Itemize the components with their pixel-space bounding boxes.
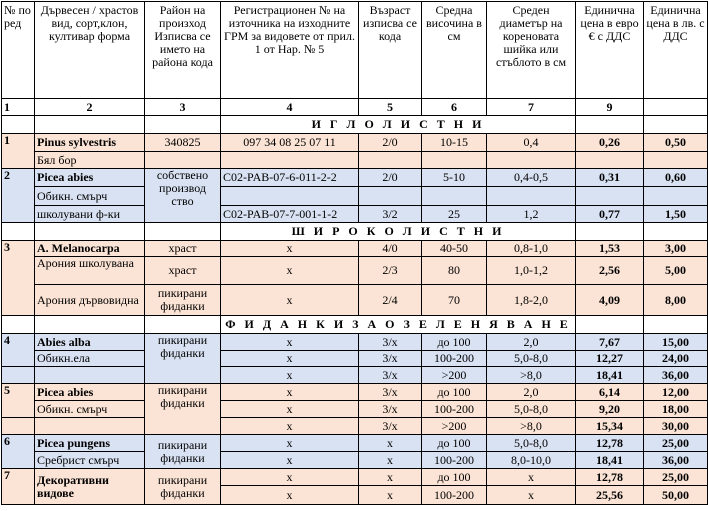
table-cell: 340825 (145, 134, 221, 152)
empty-cell (576, 316, 644, 334)
table-cell: Abies alba (35, 334, 145, 351)
table-cell: 80 (422, 257, 487, 285)
table-cell (221, 152, 359, 169)
table-cell: 24,00 (644, 351, 708, 367)
table-cell: x (359, 486, 422, 505)
table-cell: 0,26 (576, 134, 644, 152)
table-cell (576, 187, 644, 206)
header-row (2, 2, 708, 99)
table-cell (487, 187, 576, 206)
table-cell: 4 (2, 334, 35, 367)
table-cell: 0,4-0,5 (487, 169, 576, 187)
table-cell: пикирани фиданки (145, 334, 221, 384)
empty-cell (35, 316, 145, 334)
table-cell: 25 (422, 206, 487, 223)
table-cell (576, 152, 644, 169)
table-cell: 8,00 (644, 285, 708, 316)
table-row (2, 418, 708, 435)
table-cell: 3 (2, 241, 35, 316)
table-cell: 1,53 (576, 241, 644, 257)
table-cell (35, 418, 145, 435)
empty-cell (145, 116, 221, 134)
table-cell: собствено производ ство (145, 169, 221, 223)
table-cell: 100-200 (422, 486, 487, 505)
table-cell: 18,41 (576, 452, 644, 469)
table-cell: 25,00 (644, 435, 708, 452)
table-row (2, 257, 708, 285)
table-cell: 5,0-8,0 (487, 351, 576, 367)
table-cell: до 100 (422, 334, 487, 351)
column-number-row (2, 99, 708, 116)
table-cell: 0,31 (576, 169, 644, 187)
table-cell: 2,0 (487, 334, 576, 351)
table-cell: x (487, 469, 576, 486)
table-cell: 0,60 (644, 169, 708, 187)
table-cell: Picea pungens (35, 435, 145, 452)
table-cell: Арония школувана (35, 257, 145, 285)
table-row (2, 367, 708, 384)
table-cell: 5,0-8,0 (487, 401, 576, 418)
col-header: Единична цена в лв. с ДДС (644, 2, 708, 99)
table-cell (359, 152, 422, 169)
table-cell: 3/x (359, 351, 422, 367)
table-cell: 9,20 (576, 401, 644, 418)
table-cell: x (221, 241, 359, 257)
table-cell: 0,8-1,0 (487, 241, 576, 257)
section-row (2, 316, 708, 334)
section-title: И Г Л О Л И С Т Н И (221, 116, 576, 134)
empty-cell (2, 316, 35, 334)
table-cell: 15,00 (644, 334, 708, 351)
table-cell: 3/2 (359, 206, 422, 223)
col-header: Район на произход Изписва се името на района кода (145, 2, 221, 99)
table-cell: Арония дървовидна (35, 285, 145, 316)
table-cell: 5 (2, 384, 35, 418)
table-cell (422, 187, 487, 206)
table-cell: 18,41 (576, 367, 644, 384)
table-cell: C02-PAB-07-7-001-1-2 (221, 206, 359, 223)
table-cell: x (487, 486, 576, 505)
empty-cell (576, 223, 644, 241)
table-cell: 4,09 (576, 285, 644, 316)
section-title: Ш И Р О К О Л И С Т Н И (221, 223, 576, 241)
table-cell: Picea abies (35, 384, 145, 401)
table-cell: 5-10 (422, 169, 487, 187)
table-cell: 50,00 (644, 486, 708, 505)
table-cell: 15,34 (576, 418, 644, 435)
table-cell: 1,0-1,2 (487, 257, 576, 285)
empty-cell (644, 223, 708, 241)
table-cell: 2,0 (487, 384, 576, 401)
section-title: Ф И Д А Н К И З А О З Е Л Е Н Я В А Н Е (221, 316, 576, 334)
table-cell (2, 418, 35, 435)
table-row (2, 152, 708, 169)
table-cell: x (221, 257, 359, 285)
empty-cell (145, 223, 221, 241)
table-cell: x (221, 418, 359, 435)
table-cell: 2/0 (359, 134, 422, 152)
table-cell: >8,0 (487, 367, 576, 384)
table-cell: >200 (422, 418, 487, 435)
table-cell: 0,4 (487, 134, 576, 152)
table-cell: 2/4 (359, 285, 422, 316)
table-cell: Picea abies (35, 169, 145, 187)
table-cell: 8,0-10,0 (487, 452, 576, 469)
table-cell: 7,67 (576, 334, 644, 351)
table-cell: до 100 (422, 384, 487, 401)
table-cell: 4/0 (359, 241, 422, 257)
table-cell: x (221, 401, 359, 418)
table-cell: 0,50 (644, 134, 708, 152)
table-cell: 1,50 (644, 206, 708, 223)
table-cell: 30,00 (644, 418, 708, 435)
table-cell: 3/x (359, 401, 422, 418)
empty-cell (145, 316, 221, 334)
col-header: Регистрационен № на източника на изходните ГРМ за видовете от прил. 1 от Нар. № 5 (221, 2, 359, 99)
table-row (2, 351, 708, 367)
table-cell: 3/x (359, 384, 422, 401)
empty-cell (2, 116, 35, 134)
table-cell: x (221, 285, 359, 316)
table-cell: 12,78 (576, 469, 644, 486)
table-cell: 25,56 (576, 486, 644, 505)
table-cell: 12,78 (576, 435, 644, 452)
table-cell: x (359, 452, 422, 469)
table-cell: Сребрист смърч (35, 452, 145, 469)
col-number: 5 (359, 99, 422, 116)
table-cell: храст (145, 241, 221, 257)
price-table (1, 1, 708, 505)
table-cell: 3/x (359, 418, 422, 435)
table-row (2, 134, 708, 152)
table-cell: 6,14 (576, 384, 644, 401)
empty-cell (35, 223, 145, 241)
table-cell: Обикн. смърч (35, 187, 145, 206)
table-cell: пикирани фиданки (145, 384, 221, 435)
table-cell: школувани ф-ки (35, 206, 145, 223)
empty-cell (644, 316, 708, 334)
table-cell: x (221, 384, 359, 401)
table-cell: x (221, 469, 359, 486)
table-row (2, 285, 708, 316)
col-number (644, 99, 708, 116)
table-cell: 10-15 (422, 134, 487, 152)
table-cell (359, 187, 422, 206)
table-row (2, 169, 708, 187)
table-cell: 097 34 08 25 07 11 (221, 134, 359, 152)
table-cell: 25,00 (644, 469, 708, 486)
table-cell: 1 (2, 134, 35, 169)
table-cell: пикирани фиданки (145, 285, 221, 316)
table-row (2, 206, 708, 223)
col-number: 2 (35, 99, 145, 116)
table-cell: Бял бор (35, 152, 145, 169)
table-cell (422, 152, 487, 169)
table-cell (644, 152, 708, 169)
table-cell: 36,00 (644, 452, 708, 469)
table-cell: >8,0 (487, 418, 576, 435)
empty-cell (576, 116, 644, 134)
col-number: 7 (487, 99, 576, 116)
table-cell: храст (145, 257, 221, 285)
table-cell: пикирани фиданки (145, 435, 221, 469)
table-row (2, 435, 708, 452)
section-row (2, 223, 708, 241)
table-cell: C02-PAB-07-6-011-2-2 (221, 169, 359, 187)
table-cell: 5,0-8,0 (487, 435, 576, 452)
table-cell: >200 (422, 367, 487, 384)
table-cell: пикирани фиданки (145, 469, 221, 505)
table-cell: x (221, 435, 359, 452)
col-header: № по ред (2, 2, 35, 99)
table-cell (35, 367, 145, 384)
table-cell: 5,00 (644, 257, 708, 285)
table-cell: x (221, 452, 359, 469)
table-cell: 1,8-2,0 (487, 285, 576, 316)
table-cell: Декоративни видове (35, 469, 145, 505)
table-cell: A. Melanocarpa (35, 241, 145, 257)
col-header: Единична цена в евро € с ДДС (576, 2, 644, 99)
table-cell: Pinus sylvestris (35, 134, 145, 152)
table-cell: x (221, 367, 359, 384)
col-header: Дървесен / храстов вид, сорт,клон, култивар форма (35, 2, 145, 99)
table-row (2, 469, 708, 486)
col-number: 4 (221, 99, 359, 116)
table-cell: x (221, 486, 359, 505)
table-cell (221, 187, 359, 206)
table-cell: x (359, 469, 422, 486)
table-cell: 3,00 (644, 241, 708, 257)
table-row (2, 384, 708, 401)
table-cell: x (221, 334, 359, 351)
table-cell: x (359, 435, 422, 452)
col-header: Среден диаметър на кореновата шийка или стъблото в см (487, 2, 576, 99)
table-cell: 3/x (359, 367, 422, 384)
table-cell: Обикн. смърч (35, 401, 145, 418)
table-cell: 2,56 (576, 257, 644, 285)
table-cell: x (221, 351, 359, 367)
table-cell (145, 152, 221, 169)
table-cell: 2 (2, 169, 35, 223)
table-row (2, 452, 708, 469)
table-cell: 0,77 (576, 206, 644, 223)
col-number: 1 (2, 99, 35, 116)
table-cell: 70 (422, 285, 487, 316)
table-cell: 40-50 (422, 241, 487, 257)
table-cell (2, 367, 35, 384)
col-number: 9 (576, 99, 644, 116)
col-number: 3 (145, 99, 221, 116)
col-header: Средна височина в см (422, 2, 487, 99)
table-cell: 1,2 (487, 206, 576, 223)
table-cell (487, 152, 576, 169)
table-cell: 100-200 (422, 401, 487, 418)
table-cell (644, 187, 708, 206)
table-cell: 12,27 (576, 351, 644, 367)
table-cell: 7 (2, 469, 35, 505)
table-cell: 2/3 (359, 257, 422, 285)
table-cell: 18,00 (644, 401, 708, 418)
empty-cell (2, 223, 35, 241)
table-cell: Обикн.ела (35, 351, 145, 367)
empty-cell (35, 116, 145, 134)
table-row (2, 334, 708, 351)
section-row (2, 116, 708, 134)
table-cell: 6 (2, 435, 35, 469)
table-cell: 100-200 (422, 452, 487, 469)
col-number: 6 (422, 99, 487, 116)
table-cell: 12,00 (644, 384, 708, 401)
table-cell: 2/0 (359, 169, 422, 187)
table-cell: до 100 (422, 435, 487, 452)
table-row (2, 187, 708, 206)
table-row (2, 241, 708, 257)
empty-cell (644, 116, 708, 134)
table-cell: до 100 (422, 469, 487, 486)
table-cell: 100-200 (422, 351, 487, 367)
table-cell: 3/x (359, 334, 422, 351)
col-header: Възраст изписва се кода (359, 2, 422, 99)
table-row (2, 401, 708, 418)
table-cell: 36,00 (644, 367, 708, 384)
